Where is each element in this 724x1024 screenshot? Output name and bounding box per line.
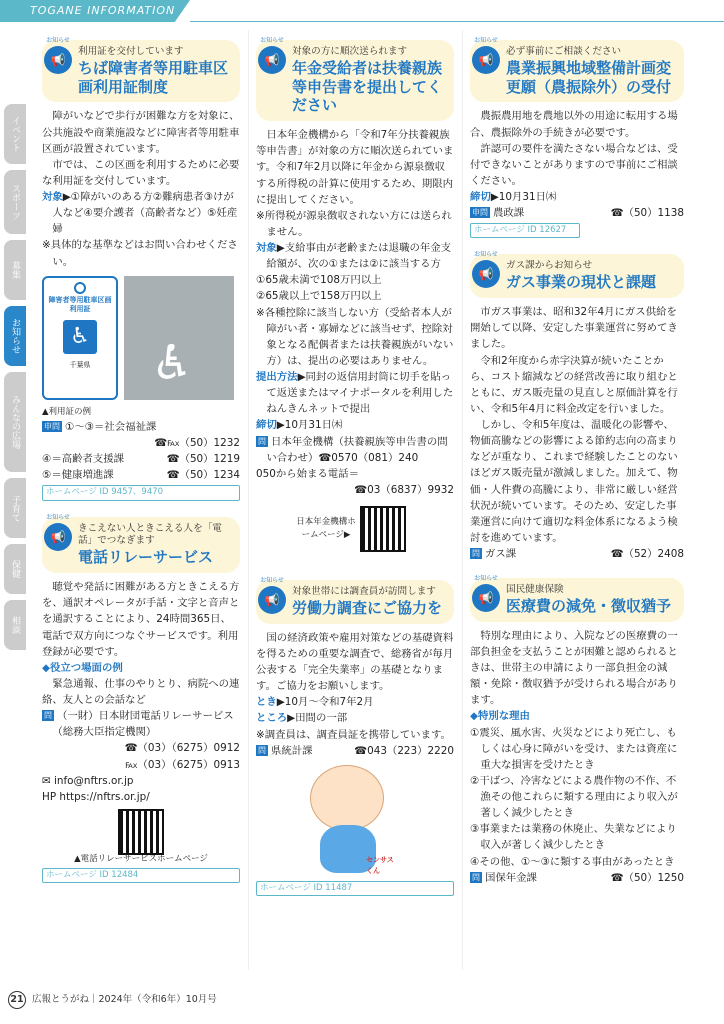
column-right	[470, 37, 684, 902]
article-title: 医療費の減免・徴収猶予	[506, 597, 672, 616]
paragraph: 特別な理由により、入院などの医療費の一部負担金を支払うことが困難と認められるときは、世帯主の申請により一部負担金の減額・免除・徴収猶予が受けられる場合があります。	[470, 629, 678, 707]
where-line: ところ▶田間の一部	[256, 712, 348, 725]
article-subtitle: きこえない人ときこえる人を「電話」でつなぎます	[78, 522, 222, 547]
article-title: 年金受給者は扶養親族等申告書を提出してください	[292, 58, 443, 115]
wheelchair-icon: ♿	[63, 320, 97, 354]
contact-org: 問 （一財）日本財団電話リレーサービス（総務大臣指定機関）	[44, 710, 234, 739]
header-rule	[190, 21, 724, 22]
paragraph: 日本年金機構から「令和7年分扶養親族等申告書」が対象の方に順次送られています。令和7年2月以降に年金から源泉徴収する所得税の計算に使用するため、期限内に提出してください。	[256, 129, 454, 206]
deadline-line: 締切▶10月31日㈭	[256, 419, 343, 432]
article-relay-service	[42, 513, 240, 884]
column-divider	[248, 30, 249, 970]
article-agri-zone	[470, 37, 684, 238]
homepage-id[interactable]: ホームページ ID 12627	[470, 223, 580, 238]
list-item: ③事業または業務の休廃止、失業などにより収入が著しく減少したとき	[470, 823, 677, 852]
contact-note: 050から始まる電話＝	[256, 467, 359, 480]
side-tab-sports[interactable]: スポーツ	[4, 170, 26, 234]
permit-card-image: 障害者等用駐車区画 利用証 ♿ 千葉県	[42, 276, 118, 400]
contact-tel: ☎（03）（6275）0912	[124, 742, 240, 755]
paragraph: 緊急通報、仕事のやりとり、病院への連絡、友人との会話など	[42, 677, 240, 707]
list-item: ①65歳未満で108万円以上	[256, 274, 382, 287]
megaphone-icon: お知らせ 📢	[44, 523, 72, 551]
census-mascot-image: センサスくん	[300, 765, 396, 877]
article-heading	[470, 575, 684, 622]
contact-tel: ☎03（6837）9932	[354, 483, 454, 496]
method-line: 提出方法▶同封の返信用封筒に切手を貼って返送またはマイナポータルを利用したねんきんネットで提出	[256, 371, 454, 416]
article-title: 電話リレーサービス	[78, 548, 214, 567]
paragraph: 許認可の要件を満たさない場合などは、受付できないことがありますので事前にご相談ください。	[470, 142, 678, 187]
megaphone-icon: お知らせ 📢	[472, 260, 500, 288]
article-heading	[42, 513, 240, 574]
article-subtitle: 対象世帯には調査員が訪問します	[292, 586, 436, 598]
page-number: 21	[8, 991, 26, 1009]
contact-line: 問 県統計課 ☎043（223）2220	[258, 744, 454, 757]
deadline-line: 締切▶10月31日㈭	[470, 191, 557, 204]
article-title: 労働力調査にご協力を	[292, 599, 443, 617]
article-subtitle: 対象の方に順次送られます	[292, 46, 408, 57]
column-divider	[462, 30, 463, 970]
illustration-row	[42, 276, 240, 400]
subheading: ◆特別な理由	[470, 710, 530, 723]
paragraph: 市では、この区画を利用するために必要な利用証を交付しています。	[42, 158, 240, 187]
article-title: 農業振興地域整備計画変更願（農振除外）の受付	[506, 58, 672, 96]
contact-line: 問 ガス課 ☎（52）2408	[472, 548, 684, 561]
paragraph: 農振農用地を農地以外の用途に転用する場合、農振除外の手続きが必要です。	[470, 110, 678, 139]
contact-line: 申問 ①～③＝社会福祉課	[44, 420, 157, 433]
parking-space-photo	[124, 276, 234, 400]
contact-line: ④＝高齢者支援課 ☎（50）1219	[42, 453, 240, 466]
article-heading	[470, 251, 684, 298]
contact-email[interactable]: ✉ info@nftrs.or.jp	[42, 774, 134, 787]
qr-code[interactable]	[362, 508, 404, 550]
side-tab-plaza[interactable]: みんなの広場	[4, 372, 26, 472]
side-tab-event[interactable]: イベント	[4, 104, 26, 164]
when-line: とき▶10月～令和7年2月	[256, 696, 374, 709]
megaphone-icon: お知らせ 📢	[472, 46, 500, 74]
contact-tel: ☎℻（50）1232	[154, 436, 240, 449]
wheelchair-icon: ♿	[146, 334, 202, 391]
note: ※具体的な基準などはお問い合わせください。	[42, 239, 238, 268]
megaphone-icon: お知らせ 📢	[44, 46, 72, 74]
column-left	[42, 37, 240, 899]
article-heading	[256, 577, 454, 624]
paragraph: 障がいなどで歩行が困難な方を対象に、公共施設や商業施設などに障害者等用駐車区画が設置されています。	[42, 110, 240, 155]
homepage-id[interactable]: ホームページ ID 11487	[256, 881, 454, 896]
list-item: ④その他、①～③に類する事由があったとき	[470, 855, 675, 868]
paragraph: 聴覚や発話に困難がある方ときこえる方を、通訳オペレータが手話・文字と音声とを通訳することにより、24時間365日、電話で双方向につなぐサービスです。利用登録が必要です。	[42, 581, 240, 658]
page-header	[0, 0, 724, 26]
list-item: ②干ばつ、冷害などによる農作物の不作、不漁その他これらに類する理由により収入が著しく減少したとき	[470, 774, 678, 820]
article-title: ガス事業の現状と課題	[506, 273, 657, 292]
side-tab-recruit[interactable]: 募集	[4, 240, 26, 300]
article-pension	[256, 37, 454, 550]
note: ※調査員は、調査員証を携帯しています。	[256, 728, 451, 741]
qr-caption: ▲電話リレーサービスホームページ	[74, 853, 208, 864]
side-tab-notice[interactable]: お知らせ	[4, 306, 26, 366]
header-title: TOGANE INFORMATION	[30, 4, 176, 17]
article-heading	[42, 37, 240, 102]
contact-fax: ℻（03）（6275）0913	[125, 758, 240, 771]
megaphone-icon: お知らせ 📢	[472, 584, 500, 612]
side-tab-consult[interactable]: 相談	[4, 600, 26, 650]
qr-code[interactable]	[42, 811, 240, 853]
target-line: 対象▶支給事由が老齢または退職の年金支給額が、次の①または②に該当する方	[256, 242, 452, 271]
contact-line: 問 国保年金課 ☎（50）1250	[472, 871, 684, 884]
paragraph: しかし、令和5年度は、温暖化の影響や、物価高騰などの影響による節約志向の高まりなどが重なり、これまで経験したことのないほどガス販売量が激減しました。加えて、物価・人件費の高騰により、非常に厳しい経営状況が続いています。そのため、安定した事業運営に向けて適切な料金体系になるよう検討を進めています。	[470, 419, 678, 544]
paragraph: 令和2年度から赤字決算が続いたことから、コスト縮減などの経営改善に取り組むとともに、ガス販売量の見直しと原価計算を行い、令和5年4月に料金改定を行いました。	[470, 354, 678, 415]
article-heading	[256, 37, 454, 121]
homepage-id[interactable]: ホームページ ID 9457、9470	[42, 485, 240, 500]
list-item: ①震災、風水害、火災などにより死亡し、もしくは心身に障がいを受け、または資産に重大な損害を受けたとき	[470, 726, 678, 771]
image-caption: ▲利用証の例	[42, 406, 92, 417]
megaphone-icon: お知らせ 📢	[258, 46, 286, 74]
target-line: 対象▶①障がいのある方②難病患者③けが人など④要介護者（高齢者など）⑤妊産婦	[42, 191, 238, 236]
contact-line: 申問 農政課 ☎（50）1138	[472, 207, 684, 220]
contact-org: 問 日本年金機構（扶養親族等申告書の問い合わせ）☎0570（081）240	[258, 435, 448, 464]
footer-text: 広報とうがね｜2024年（令和6年）10月号	[32, 994, 217, 1005]
list-item: ②65歳以上で158万円以上	[256, 290, 382, 303]
side-tab-health[interactable]: 保健	[4, 544, 26, 594]
page-footer	[8, 991, 217, 1009]
note: ※各種控除に該当しない方（受給者本人が障がい者・寡婦などに該当せず、控除対象となる配偶者または扶養親族がいない方）は、提出の必要はありません。	[256, 306, 454, 367]
column-middle	[256, 37, 454, 912]
article-title: ちば障害者等用駐車区画利用証制度	[78, 58, 229, 96]
article-subtitle: 必ず事前にご相談ください	[506, 46, 622, 57]
side-tab-childcare[interactable]: 子育て	[4, 478, 26, 538]
contact-url[interactable]: HP https://nftrs.or.jp/	[42, 790, 150, 803]
article-subtitle: ガス課からお知らせ	[506, 260, 593, 272]
paragraph: 市ガス事業は、昭和32年4月にガス供給を開始して以降、安定した事業運営に努めてきました。	[470, 306, 678, 351]
note: ※所得税が源泉徴収されない方には送られません。	[256, 209, 452, 238]
qr-caption: 日本年金機構ホームページ▶	[296, 516, 356, 541]
homepage-id[interactable]: ホームページ ID 12484	[42, 868, 240, 883]
paragraph: 国の経済政策や雇用対策などの基礎資料を得るための重要な調査で、総務省が毎月公表する「完全失業率」の基礎となります。ご協力をお願いします。	[256, 631, 454, 693]
qr-block	[296, 508, 454, 550]
article-subtitle: 国民健康保険	[506, 584, 564, 596]
article-medical-fee	[470, 575, 684, 886]
megaphone-icon: お知らせ 📢	[258, 586, 286, 614]
article-subtitle: 利用証を交付しています	[78, 46, 184, 57]
article-heading	[470, 37, 684, 102]
article-labor-survey	[256, 577, 454, 896]
article-parking-permit	[42, 37, 240, 501]
contact-line: ⑤＝健康増進課 ☎（50）1234	[42, 469, 240, 482]
subheading: ◆役立つ場面の例	[42, 661, 123, 674]
article-gas	[470, 251, 684, 562]
